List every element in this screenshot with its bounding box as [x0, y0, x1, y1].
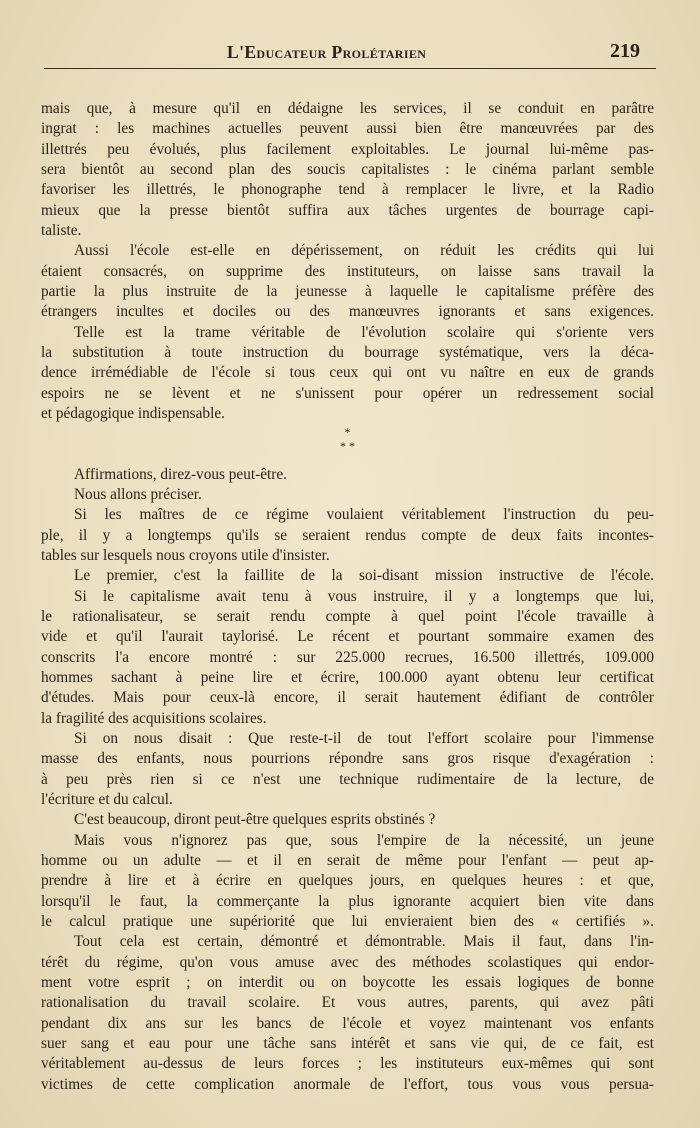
text-line: victimes de cette complication anormale de l'effort, tous vous vous persua- [41, 1075, 654, 1093]
text-line: d'études. Mais pour ceux-là encore, il serait hautement édifiant de contrôler [41, 689, 654, 707]
journal-title: L'Educateur Prolétarien [227, 42, 427, 62]
text-line: ment votre esprit ; on interdit ou on boycotte les essais logiques de bonne [41, 974, 654, 992]
text-line: hommes sachant à peine lire et écrire, 100.000 ayant obtenu leur certificat [41, 668, 654, 686]
body-text [41, 99, 654, 1095]
text-line: à peu près rien si ce n'est une technique rudimentaire de la lecture, de [41, 770, 654, 788]
text-line: véritablement au-dessus de leurs forces ; les instituteurs eux-mêmes qui sont [41, 1055, 654, 1073]
text-line: mieux que la presse bientôt suffira aux tâches urgentes de bourrage capi- [41, 201, 654, 219]
text-line: étrangers incultes et dociles ou des manœuvres ignorants et sans exigences. [41, 303, 654, 321]
text-line: suer sang et eau pour une tâche sans intérêt et sans vie qui, de ce fait, est [41, 1035, 654, 1053]
text-line: le calcul pratique une supériorité que lui envieraient bien des « certifiés ». [41, 913, 654, 931]
text-line: rationalisation du travail scolaire. Et vous autres, parents, qui avez pâti [41, 994, 654, 1012]
separator-asterisks: * * [340, 438, 355, 453]
text-line: Si on nous disait : Que reste-t-il de tout l'effort scolaire pour l'immense [74, 729, 654, 747]
text-line: Mais vous n'ignorez pas que, sous l'empire de la nécessité, un jeune [74, 831, 654, 849]
text-line: tables sur lesquels nous croyons utile d'insister. [41, 546, 330, 564]
text-line: Si le capitalisme avait tenu à vous instruire, il y a longtemps que lui, [74, 587, 654, 605]
text-line: pendant dix ans sur les bancs de l'école et voyez maintenant vos enfants [41, 1014, 654, 1032]
text-line: illettrés peu évolués, plus facilement exploitables. Le journal lui-même pas- [41, 140, 654, 158]
text-line: et pédagogique indispensable. [41, 405, 225, 423]
running-header [44, 38, 656, 69]
text-line: lorsqu'il le faut, la commerçante la plus ignorante acquiert bien vite dans [41, 892, 654, 910]
text-line: favoriser les illettrés, le phonographe tend à remplacer le livre, et la Radio [41, 181, 654, 199]
text-line: C'est beaucoup, diront peut-être quelques esprits obstinés ? [74, 811, 436, 829]
page-number: 219 [610, 40, 640, 62]
text-line: ingrat : les machines actuelles peuvent aussi bien être manœuvrées par des [41, 120, 654, 138]
text-line: ple, il y a longtemps qu'ils se seraient rendus compte de deux faits incontes- [41, 526, 654, 544]
section-separator [41, 425, 654, 465]
text-line: Nous allons préciser. [74, 485, 202, 503]
text-line: la substitution à toute instruction du bourrage systématique, vers la déca- [41, 344, 654, 362]
text-line: mais que, à mesure qu'il en dédaigne les services, il se conduit en parâtre [41, 100, 654, 117]
text-line: l'écriture et du calcul. [41, 791, 173, 808]
text-line: masse des enfants, nous pourrions répondre sans gros risque d'exagération : [41, 750, 654, 768]
text-line: Telle est la trame véritable de l'évolution scolaire qui s'oriente vers [74, 323, 654, 341]
text-line: térêt du régime, qu'on vous amuse avec des méthodes scolastiques qui endor- [41, 953, 654, 971]
text-line: taliste. [41, 222, 82, 240]
text-line: dence irrémédiable de l'école si tous ceux qui ont vu naître en eux de grands [41, 364, 654, 382]
text-line: homme ou un adulte — et il en serait de même pour l'enfant — peut ap- [41, 852, 654, 870]
text-line: Le premier, c'est la faillite de la soi-disant mission instructive de l'école. [74, 567, 654, 585]
text-line: étaient consacrés, on supprime des instituteurs, on laisse sans travail la [41, 262, 654, 280]
text-line: Tout cela est certain, démontré et démontrable. Mais il faut, dans l'in- [74, 933, 654, 951]
text-line: le rationalisateur, se serait rendu compte à quel point l'école travaille à [41, 607, 654, 625]
text-line: Affirmations, direz-vous peut-être. [74, 465, 287, 483]
text-line: prendre à lire et à écrire en quelques jours, en quelques heures : et que, [41, 872, 654, 890]
text-line: conscrits l'a encore montré : sur 225.000 recrues, 16.500 illettrés, 109.000 [41, 648, 654, 666]
text-line: la fragilité des acquisitions scolaires. [41, 709, 267, 727]
text-line: partie la plus instruite de la jeunesse à laquelle le capitalisme préfère des [41, 283, 654, 301]
text-line: Aussi l'école est-elle en dépérissement, on réduit les crédits qui lui [74, 242, 654, 260]
text-line: sera bientôt au second plan des soucis capitalistes : le cinéma parlant semble [41, 161, 654, 179]
separator-asterisks: * [344, 424, 351, 439]
text-line: Si les maîtres de ce régime voulaient véritablement l'instruction du peu- [74, 506, 654, 524]
text-line: vide et qu'il l'aurait taylorisé. Le récent et pourtant sommaire examen des [41, 628, 654, 646]
text-line: espoirs ne se lèvent et ne s'unissent pour opérer un redressement social [41, 384, 654, 402]
